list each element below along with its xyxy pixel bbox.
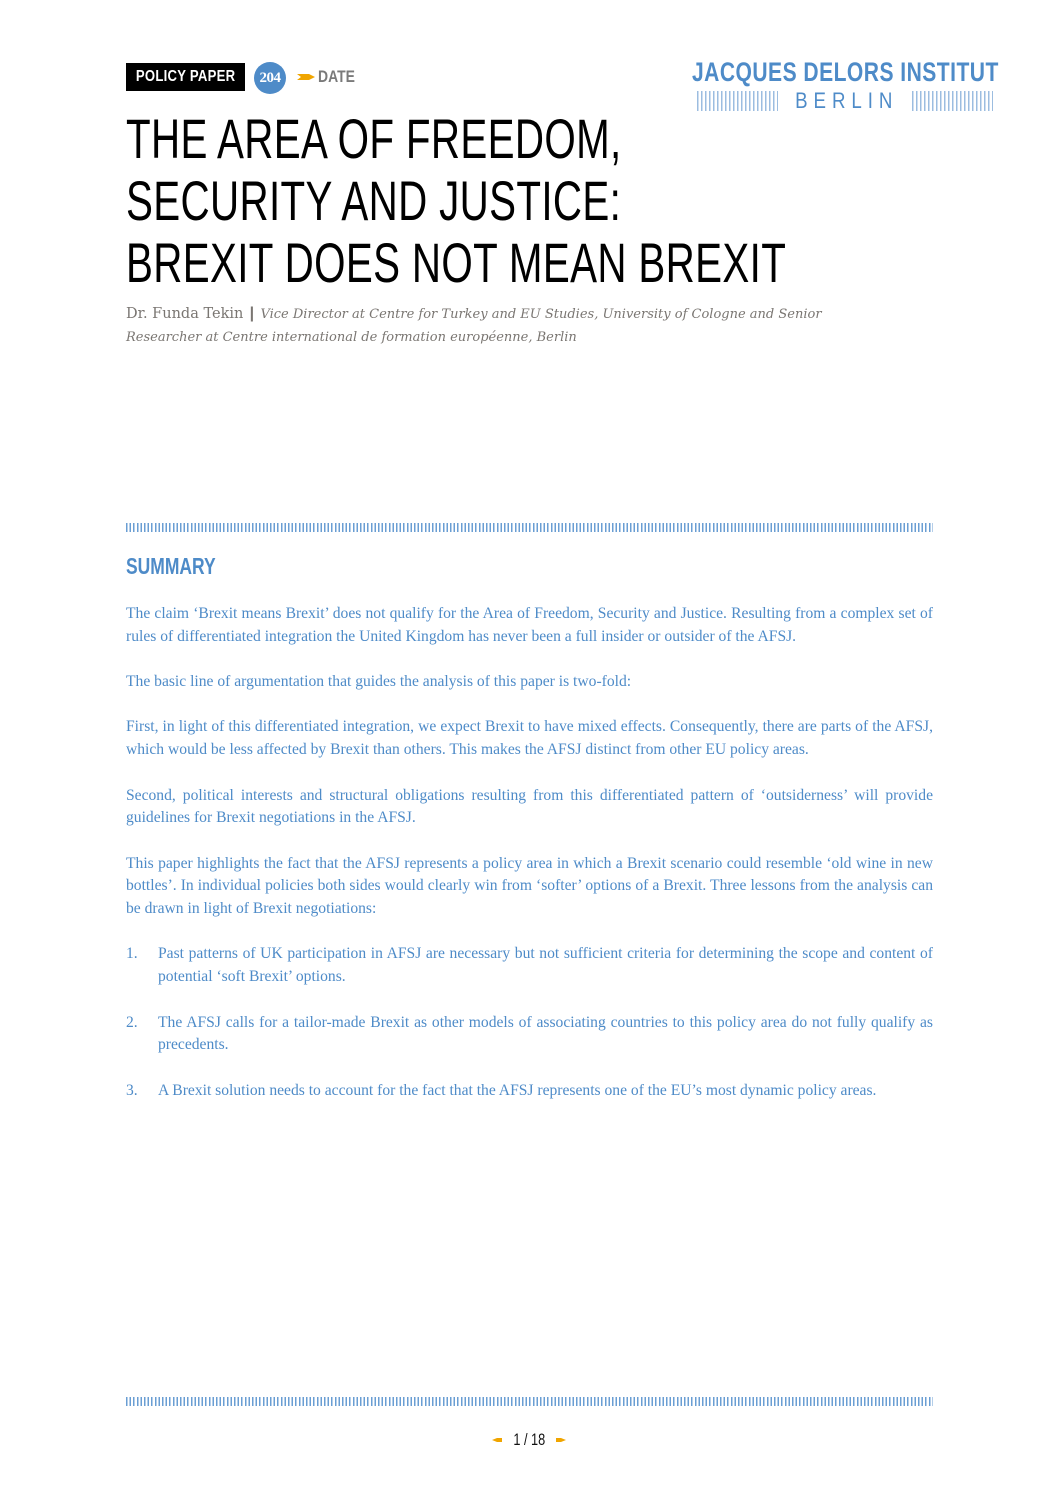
summary-paragraph: The basic line of argumentation that guides the analysis of this paper is two-fold:: [126, 673, 632, 691]
list-item-number: 3.: [126, 1081, 138, 1099]
divider-bottom: [126, 1397, 933, 1406]
institute-logo-title: JACQUES DELORS INSTITUT: [692, 57, 999, 87]
divider-top: [126, 523, 933, 532]
date-label: DATE: [318, 67, 355, 86]
arrow-right-icon: [297, 72, 315, 82]
list-item-number: 1.: [126, 945, 138, 963]
title-line-1: THE AREA OF FREEDOM,: [126, 107, 622, 170]
list-item-text: A Brexit solution needs to account for the fact that the AFSJ represents one of the EU’s most dynamic policy areas.: [158, 1081, 877, 1099]
list-item-text: The AFSJ calls for a tailor-made Brexit as other models of associating countries to this policy area do not fully qualify as precedents.: [158, 1013, 933, 1054]
page-indicator: [0, 1428, 1058, 1452]
author-affiliation: Vice Director at Centre for Turkey and EU Studies, University of Cologne and Senior Researcher at Centre international de formation européenne, Berlin: [126, 307, 822, 345]
summary-body: [126, 603, 933, 1125]
summary-paragraph: This paper highlights the fact that the AFSJ represents a policy area in which a Brexit scenario could resemble ‘old wine in new bottles’. In individual policies both sides would clearly win from ‘softer’ options of a Brexit. Three lessons from the analysis can be drawn in light of Brexit negotiations:: [126, 854, 933, 918]
series-label: POLICY PAPER: [126, 63, 245, 91]
list-item-number: 2.: [126, 1013, 138, 1031]
document-title: [126, 108, 1043, 294]
title-line-3: BREXIT DOES NOT MEAN BREXIT: [126, 231, 787, 294]
logo-city: BERLIN: [795, 88, 899, 113]
list-item-text: Past patterns of UK participation in AFSJ are necessary but not sufficient criteria for determining the scope and content of potential ‘soft Brexit’ options.: [158, 945, 933, 986]
list-item: [126, 1012, 933, 1057]
paper-number-badge: 204: [254, 62, 286, 94]
page-number-text: 1 / 18: [513, 1430, 545, 1449]
list-item: [126, 1080, 933, 1103]
author-name: Dr. Funda Tekin: [126, 306, 244, 322]
arrow-left-icon: [492, 1437, 502, 1443]
author-separator: |: [249, 305, 255, 322]
list-item: [126, 943, 933, 988]
arrow-right-icon: [556, 1437, 566, 1443]
summary-paragraph: Second, political interests and structural obligations resulting from this differentiated pattern of ‘outsiderness’ will provide guidelines for Brexit negotiations in the AFSJ.: [126, 786, 933, 827]
author-line: [126, 303, 886, 349]
summary-paragraph: First, in light of this differentiated integration, we expect Brexit to have mixed effects. Consequently, there are parts of the AFSJ, which would be less affected by Brexit than others. This makes the AFSJ distinct from other EU policy areas.: [126, 718, 933, 759]
title-line-2: SECURITY AND JUSTICE:: [126, 169, 622, 232]
summary-paragraph: The claim ‘Brexit means Brexit’ does not qualify for the Area of Freedom, Security and Justice. Resulting from a complex set of rules of differentiated integration the United Kingdom has never been a full insider or outsider of the AFSJ.: [126, 605, 933, 645]
summary-heading: SUMMARY: [126, 553, 216, 579]
lessons-list: [126, 943, 933, 1102]
